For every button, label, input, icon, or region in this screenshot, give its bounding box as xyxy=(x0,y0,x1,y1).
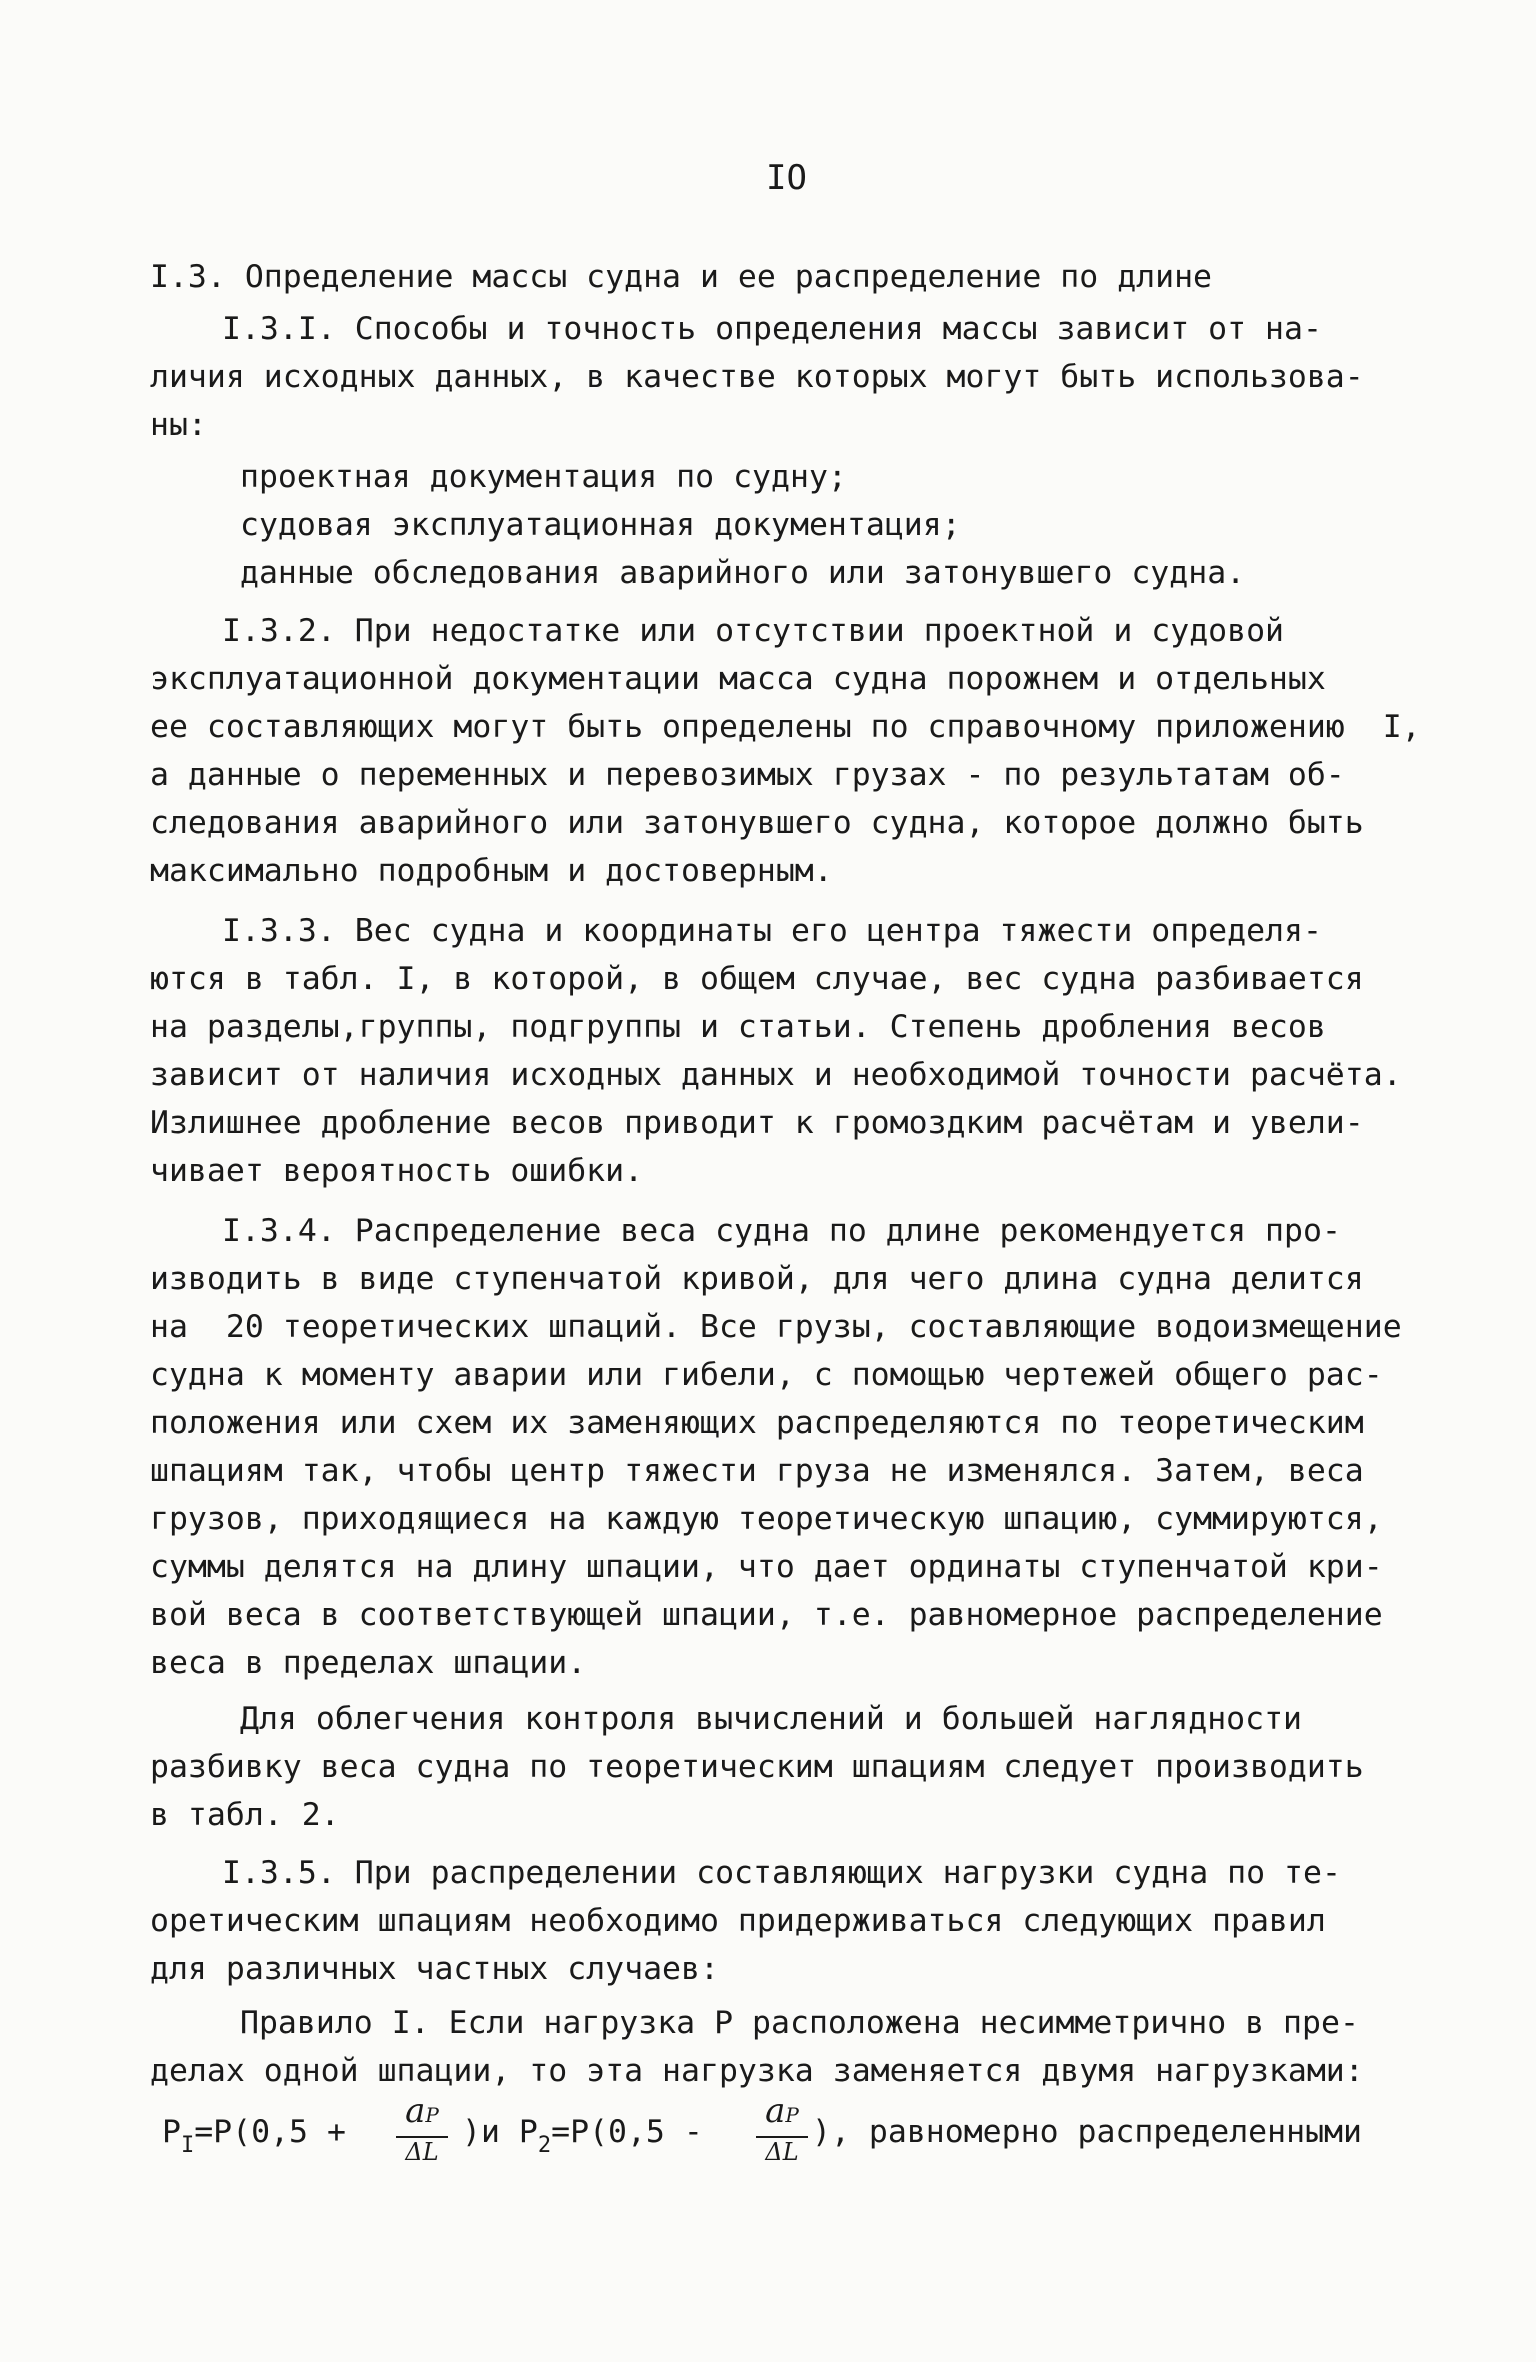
section-title: I.3. Определение массы судна и ее распределение по длине xyxy=(150,259,1213,295)
text-line: зависит от наличия исходных данных и необходимой точности расчёта. xyxy=(150,1057,1402,1093)
text-line: вой веса в соответствующей шпации, т.е. равномерное распределение xyxy=(150,1597,1383,1633)
text-line: следования аварийного или затонувшего судна, которое должно быть xyxy=(150,805,1364,841)
fraction-1: aP ΔL xyxy=(392,2092,452,2166)
text-line: грузов, приходящиеся на каждую теоретическую шпацию, суммируются, xyxy=(150,1501,1383,1537)
text-line: судна к моменту аварии или гибели, с помощью чертежей общего рас- xyxy=(150,1357,1383,1393)
text-line: Правило I. Если нагрузка P расположена несимметрично в пре- xyxy=(240,2005,1359,2041)
text-line: изводить в виде ступенчатой кривой, для чего длина судна делится xyxy=(150,1261,1364,1297)
text-line: делах одной шпации, то эта нагрузка заменяется двумя нагрузками: xyxy=(150,2053,1364,2089)
text-line: в табл. 2. xyxy=(150,1797,340,1833)
text-line: I.3.I. Способы и точность определения массы зависит от на- xyxy=(222,311,1322,347)
text-line: а данные о переменных и перевозимых грузах - по результатам об- xyxy=(150,757,1345,793)
text-line: личия исходных данных, в качестве которых могут быть использова- xyxy=(150,359,1364,395)
text-line: разбивку веса судна по теоретическим шпациям следует производить xyxy=(150,1749,1364,1785)
formula-p1: $P_I=P(0,5$ + xyxy=(162,2114,346,2158)
text-line: на 20 теоретических шпаций. Все грузы, составляющие водоизмещение xyxy=(150,1309,1402,1345)
text-line: ее составляющих могут быть определены по справочному приложению I, xyxy=(150,709,1421,745)
text-line: ны: xyxy=(150,407,207,443)
text-line: на разделы,группы, подгруппы и статьи. Степень дробления весов xyxy=(150,1009,1326,1045)
text-line: чивает вероятность ошибки. xyxy=(150,1153,644,1189)
fraction-2: aP ΔL xyxy=(752,2092,812,2166)
text-line: I.3.5. При распределении составляющих нагрузки судна по те- xyxy=(222,1855,1341,1891)
text-line: оретическим шпациям необходимо придерживаться следующих правил xyxy=(150,1903,1326,1939)
text-line: I.3.2. При недостатке или отсутствии проектной и судовой xyxy=(222,613,1285,649)
list-item: судовая эксплуатационная документация; xyxy=(240,507,961,543)
list-item: проектная документация по судну; xyxy=(240,459,847,495)
text-line: шпациям так, чтобы центр тяжести груза не изменялся. Затем, веса xyxy=(150,1453,1364,1489)
text-line: веса в пределах шпации. xyxy=(150,1645,587,1681)
page-number: IO xyxy=(766,158,807,198)
text-line: положения или схем их заменяющих распределяются по теоретическим xyxy=(150,1405,1364,1441)
text-line: максимально подробным и достоверным. xyxy=(150,853,833,889)
text-line: I.3.3. Вес судна и координаты его центра тяжести определя- xyxy=(222,913,1322,949)
formula-line xyxy=(162,2092,1422,2182)
text-line: ются в табл. I, в которой, в общем случае, вес судна разбивается xyxy=(150,961,1364,997)
text-line: Для облегчения контроля вычислений и большей наглядности xyxy=(240,1701,1303,1737)
text-line: I.3.4. Распределение веса судна по длине рекомендуется про- xyxy=(222,1213,1341,1249)
text-line: Излишнее дробление весов приводит к громоздким расчётам и увели- xyxy=(150,1105,1364,1141)
text-line: суммы делятся на длину шпации, что дает ординаты ступенчатой кри- xyxy=(150,1549,1383,1585)
text-line: для различных частных случаев: xyxy=(150,1951,719,1987)
formula-tail: ), равномерно распределенными xyxy=(812,2114,1362,2150)
list-item: данные обследования аварийного или затонувшего судна. xyxy=(240,555,1246,591)
formula-p2: )и $P_2=P(0,5$ - xyxy=(462,2114,703,2158)
text-line: эксплуатационной документации масса судна порожнем и отдельных xyxy=(150,661,1326,697)
